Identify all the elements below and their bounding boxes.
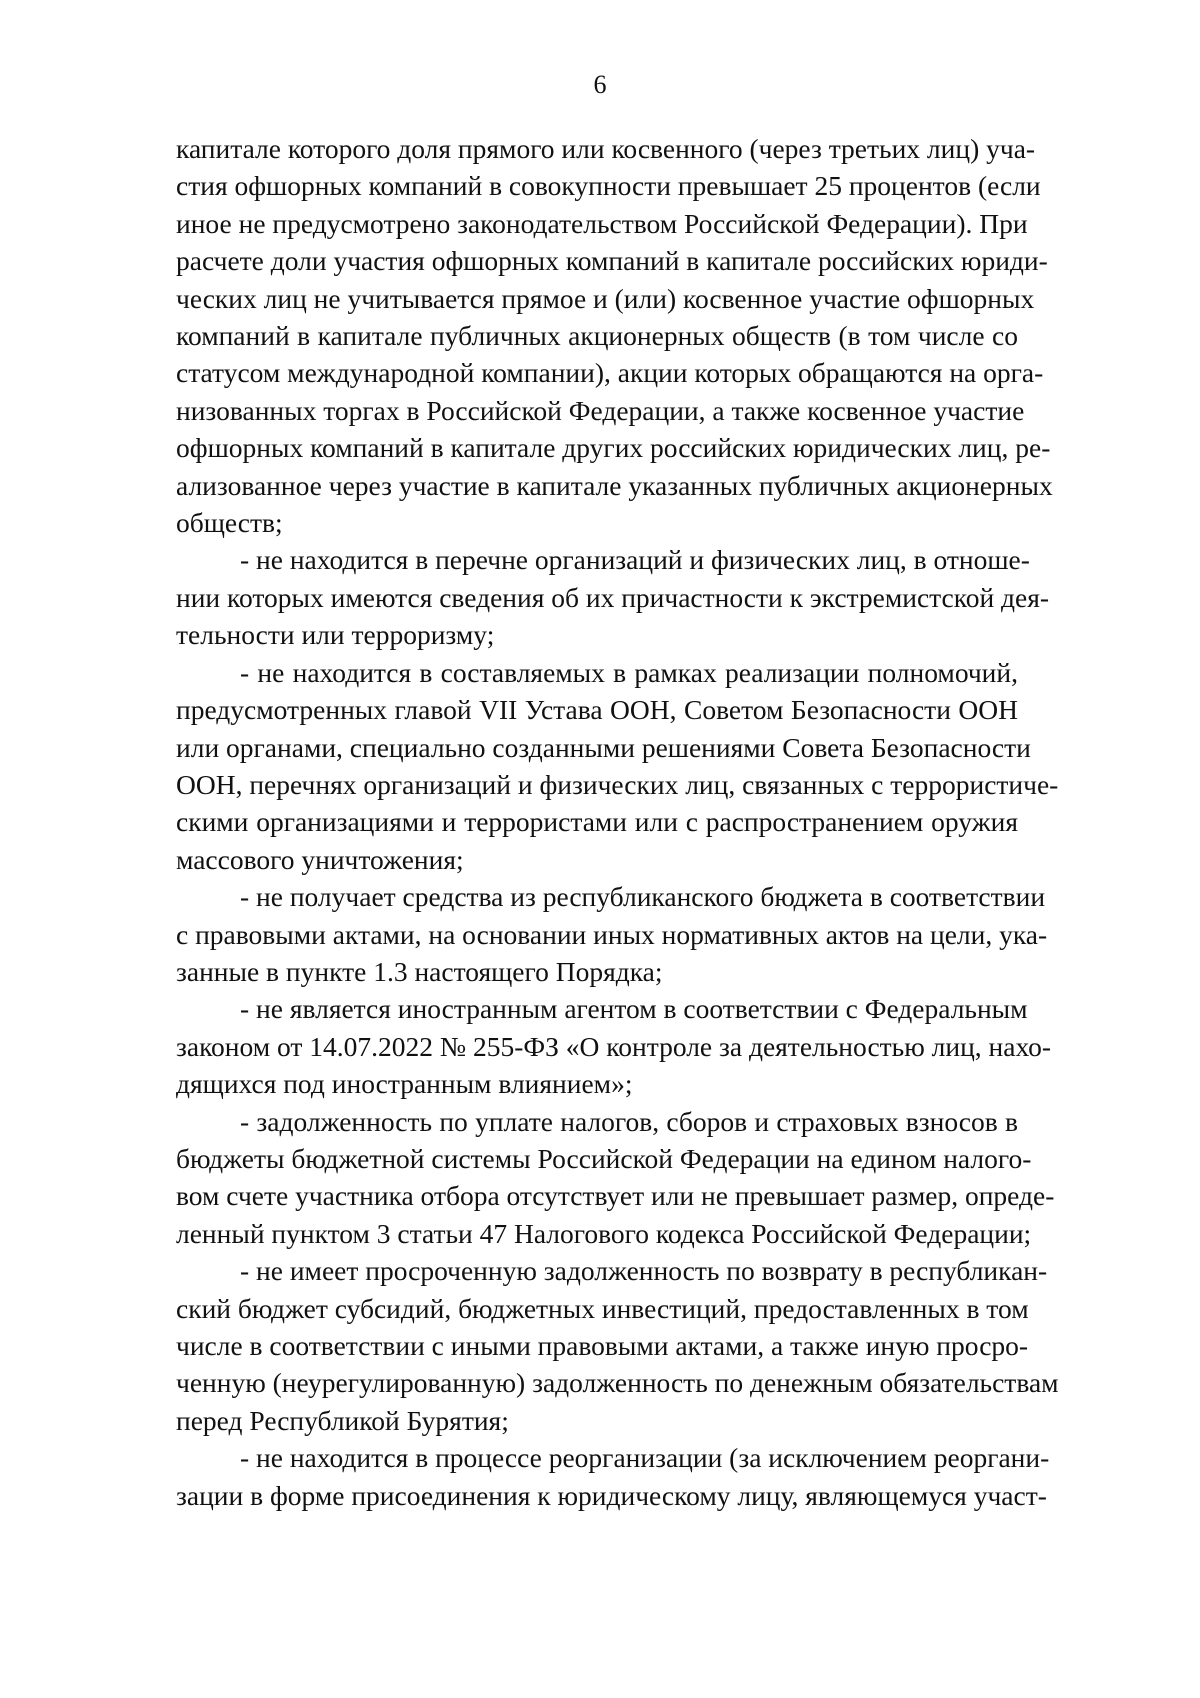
- text-line: компаний в капитале публичных акционерных обществ (в том числе со: [176, 320, 1018, 352]
- text-line: дящихся под иностранным влиянием»;: [176, 1068, 633, 1100]
- text-line: - не находится в перечне организаций и физических лиц, в отноше-: [240, 544, 1030, 576]
- text-line: ленный пунктом 3 статьи 47 Налогового кодекса Российской Федерации;: [176, 1217, 1032, 1249]
- text-line: - не имеет просроченную задолженность по возврату в республикан-: [240, 1255, 1048, 1287]
- text-line: ченную (неурегулированную) задолженность по денежным обязательствам: [176, 1367, 1059, 1399]
- text-line: - не находится в составляемых в рамках реализации полномочий,: [240, 656, 1018, 688]
- text-line: офшорных компаний в капитале других российских юридических лиц, ре-: [176, 432, 1051, 464]
- text-line: занные в пункте 1.3 настоящего Порядка;: [176, 955, 663, 987]
- text-line: скими организациями и террористами или с распространением оружия: [176, 806, 1018, 838]
- paragraph-2: [176, 541, 1050, 653]
- text-line: массового уничтожения;: [176, 843, 464, 875]
- text-line: законом от 14.07.2022 № 255-ФЗ «О контроле за деятельностью лиц, нахо-: [176, 1030, 1052, 1062]
- text-line: предусмотренных главой VII Устава ООН, Советом Безопасности ООН: [176, 694, 1018, 726]
- text-line: статусом международной компании), акции которых обращаются на орга-: [176, 357, 1044, 389]
- page-number: 6: [593, 70, 607, 99]
- text-line: иное не предусмотрено законодательством Российской Федерации). При: [176, 207, 1028, 239]
- text-line: - не находится в процессе реорганизации (за исключением реоргани-: [240, 1442, 1050, 1474]
- text-line: или органами, специально созданными решениями Совета Безопасности: [176, 731, 1031, 763]
- text-line: перед Республикой Бурятия;: [176, 1404, 509, 1436]
- text-line: низованных торгах в Российской Федерации, а также косвенное участие: [176, 394, 1025, 426]
- text-line: тельности или терроризму;: [176, 619, 495, 651]
- text-line: числе в соответствии с иными правовыми актами, а также иную просро-: [176, 1330, 1029, 1361]
- text-line: с правовыми актами, на основании иных нормативных актов на цели, ука-: [176, 918, 1048, 950]
- text-line: - задолженность по уплате налогов, сборов и страховых взносов в: [240, 1105, 1018, 1137]
- text-line: вом счете участника отбора отсутствует или не превышает размер, опреде-: [176, 1180, 1055, 1212]
- text-line: нии которых имеются сведения об их причастности к экстремистской дея-: [176, 581, 1050, 613]
- paragraph-8: [176, 1439, 1050, 1514]
- paragraph-3: [176, 654, 1059, 878]
- paragraph-6: [176, 1103, 1055, 1253]
- document-body: [176, 130, 1059, 1514]
- paragraph-4: [176, 878, 1048, 990]
- text-line: стия офшорных компаний в совокупности превышает 25 процентов (если: [176, 170, 1041, 202]
- text-line: ческих лиц не учитывается прямое и (или) косвенное участие офшорных: [176, 282, 1035, 314]
- text-line: - не получает средства из республиканского бюджета в соответствии: [240, 881, 1046, 913]
- text-line: ализованное через участие в капитале указанных публичных акционерных: [176, 469, 1053, 501]
- text-line: бюджеты бюджетной системы Российской Федерации на едином налого-: [176, 1142, 1032, 1174]
- text-line: - не является иностранным агентом в соответствии с Федеральным: [240, 993, 1028, 1025]
- paragraph-5: [176, 990, 1052, 1102]
- text-line: зации в форме присоединения к юридическому лицу, являющемуся участ-: [176, 1479, 1047, 1511]
- text-line: капитале которого доля прямого или косвенного (через третьих лиц) уча-: [176, 133, 1036, 164]
- text-line: обществ;: [176, 507, 283, 539]
- text-line: ООН, перечнях организаций и физических лиц, связанных с террористиче-: [176, 768, 1059, 800]
- text-line: ский бюджет субсидий, бюджетных инвестиций, предоставленных в том: [176, 1292, 1029, 1324]
- paragraph-1: [176, 130, 1053, 541]
- paragraph-7: [176, 1252, 1059, 1439]
- text-line: расчете доли участия офшорных компаний в капитале российских юриди-: [176, 245, 1048, 277]
